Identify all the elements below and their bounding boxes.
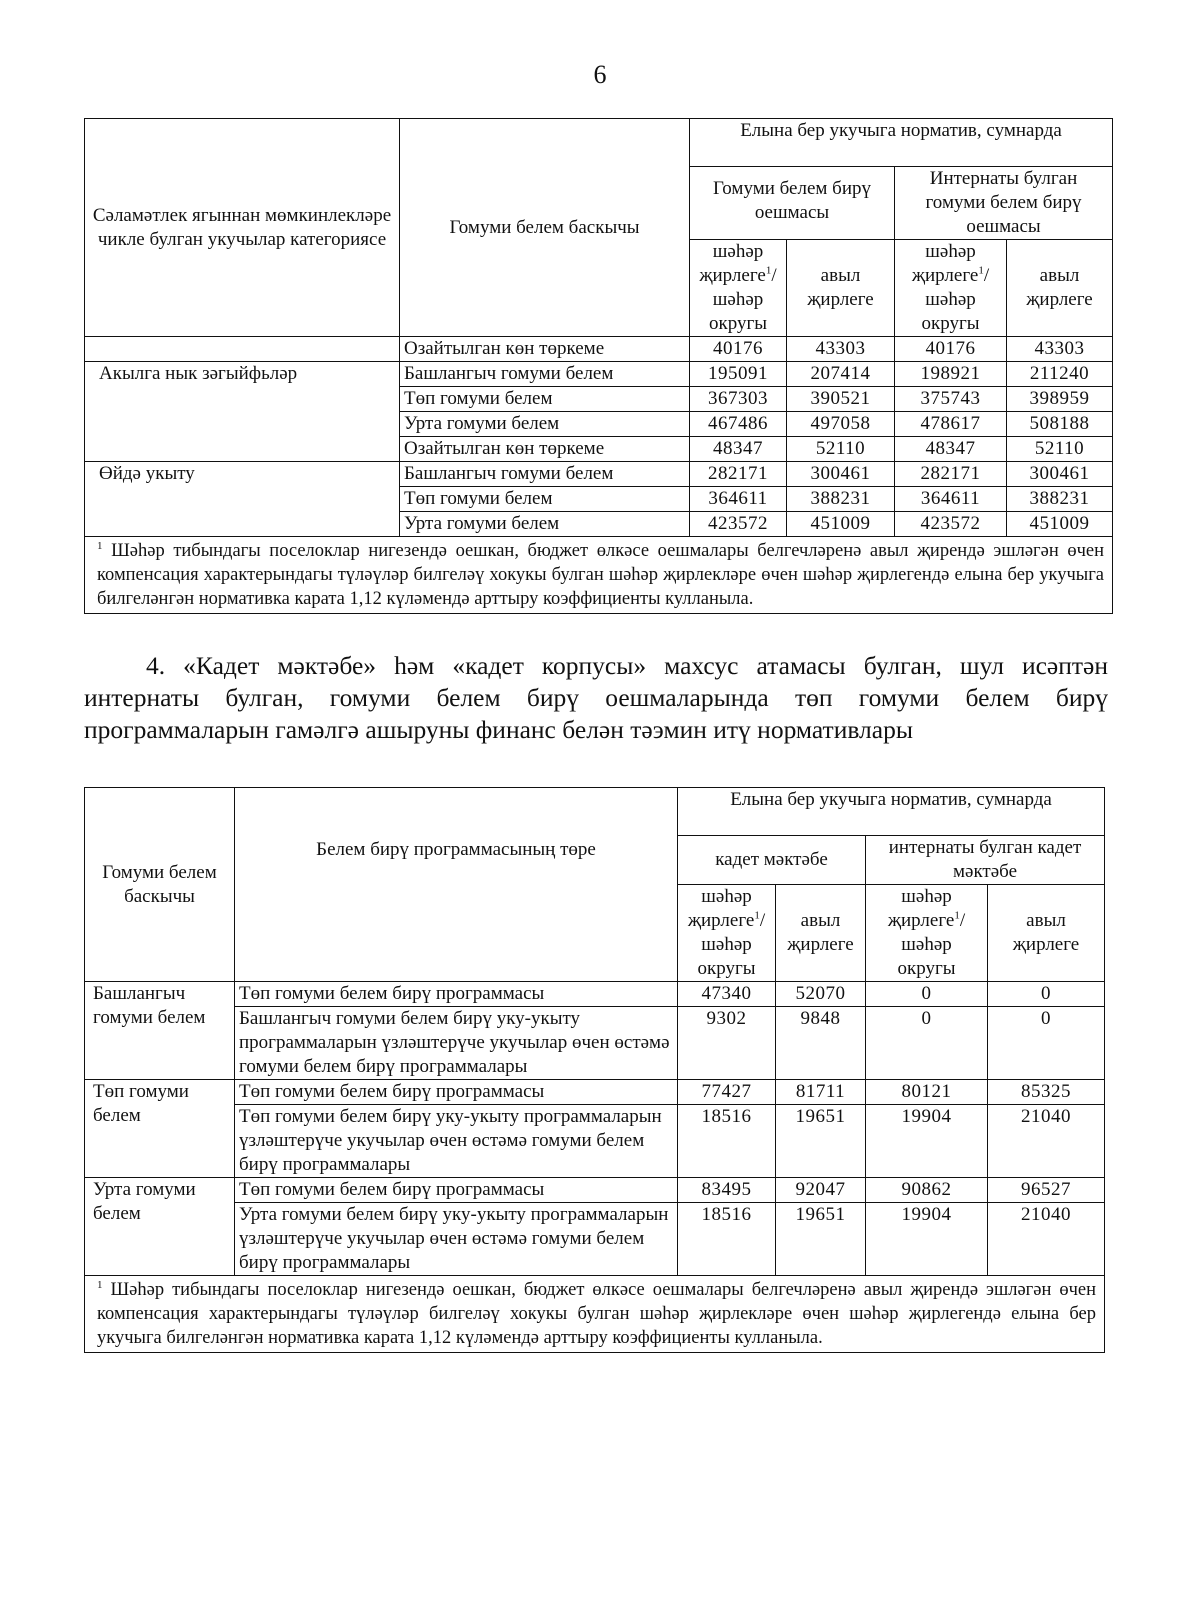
- level-cell: Төп гомуми белем: [400, 387, 690, 412]
- level-cell: Озайтылган көн төркеме: [400, 437, 690, 462]
- value-cell: 52070: [776, 982, 866, 1007]
- header-level: Гомуми белем баскычы: [85, 788, 235, 982]
- value-cell: 52110: [787, 437, 895, 462]
- value-cell: 96527: [988, 1178, 1105, 1203]
- value-cell: 300461: [787, 462, 895, 487]
- value-cell: 300461: [1007, 462, 1113, 487]
- value-cell: 398959: [1007, 387, 1113, 412]
- table-row: [85, 337, 1113, 362]
- table-row: [85, 1203, 1105, 1276]
- table-row: [85, 362, 1113, 387]
- value-cell: 21040: [988, 1203, 1105, 1276]
- program-cell: Башлангыч гомуми белем бирү уку-укыту программаларын үзләштерүче укучылар өчен өстәмә гомуми белем бирү программалары: [235, 1007, 678, 1080]
- value-cell: 478617: [895, 412, 1007, 437]
- value-cell: 9848: [776, 1007, 866, 1080]
- value-cell: 40176: [690, 337, 787, 362]
- value-cell: 52110: [1007, 437, 1113, 462]
- page-number: 6: [593, 60, 607, 89]
- value-cell: 388231: [787, 487, 895, 512]
- value-cell: 19904: [866, 1203, 988, 1276]
- program-cell: Төп гомуми белем бирү уку-укыту программаларын үзләштерүче укучылар өчен өстәмә гомуми белем бирү программалары: [235, 1105, 678, 1178]
- table-row: [85, 1080, 1105, 1105]
- header-general-org: Гомуми белем бирү оешмасы: [690, 167, 895, 240]
- value-cell: 48347: [690, 437, 787, 462]
- value-cell: 90862: [866, 1178, 988, 1203]
- header-rural-1: авыл җирлеге: [776, 885, 866, 982]
- value-cell: 390521: [787, 387, 895, 412]
- value-cell: 423572: [690, 512, 787, 537]
- value-cell: 19651: [776, 1105, 866, 1178]
- value-cell: 48347: [895, 437, 1007, 462]
- header-category: Сәламәтлек ягыннан мөмкинлекләре чикле булган укучылар категориясе: [85, 119, 400, 337]
- value-cell: 211240: [1007, 362, 1113, 387]
- footnote-1: $^1$ Шәһәр тибындагы поселоклар нигезендә оешкан, бюджет өлкәсе оешмалары белгечләренә авыл җирендә эшләгән өчен компенсация характерындагы түләүләр билгеләү хокукы булган шәһәр җирлекләре өчен шәһәр җирлегендә елына бер укучыга билгеләнгән нормативка карата 1,12 күләмендә арттыру коэффициенты кулланыла.: [85, 537, 1113, 614]
- header-rural-1: авыл җирлеге: [787, 240, 895, 337]
- value-cell: 0: [866, 982, 988, 1007]
- level-cell: Төп гомуми белем: [400, 487, 690, 512]
- value-cell: 21040: [988, 1105, 1105, 1178]
- section-heading-paragraph: 4. «Кадет мәктәбе» һәм «кадет корпусы» махсус атамасы булган, шул исәптән интернаты булган, гомуми белем бирү оешмаларында төп гомуми белем бирү программаларын гамәлгә ашыруны финанс белән тәэмин итү нормативлары: [84, 651, 1108, 744]
- value-cell: 85325: [988, 1080, 1105, 1105]
- value-cell: 467486: [690, 412, 787, 437]
- table-row: [85, 1105, 1105, 1178]
- value-cell: 92047: [776, 1178, 866, 1203]
- value-cell: 364611: [895, 487, 1007, 512]
- level-cell: Озайтылган көн төркеме: [400, 337, 690, 362]
- value-cell: 77427: [678, 1080, 776, 1105]
- program-cell: Төп гомуми белем бирү программасы: [235, 982, 678, 1007]
- value-cell: 375743: [895, 387, 1007, 412]
- value-cell: 81711: [776, 1080, 866, 1105]
- norms-table-disabled: [84, 118, 1113, 614]
- value-cell: 367303: [690, 387, 787, 412]
- header-program: Белем бирү программасының төре: [235, 788, 678, 982]
- value-cell: 207414: [787, 362, 895, 387]
- value-cell: 198921: [895, 362, 1007, 387]
- footnote-2: $^1$ Шәһәр тибындагы поселоклар нигезендә оешкан, бюджет өлкәсе оешмалары белгечләренә авыл җирендә эшләгән өчен компенсация характерындагы түләүләр билгеләү хокукы булган шәһәр җирлекләре өчен шәһәр җирлегендә елына бер укучыга билгеләнгән нормативка карата 1,12 күләмендә арттыру коэффициенты кулланыла.: [85, 1276, 1105, 1353]
- value-cell: 19651: [776, 1203, 866, 1276]
- value-cell: 18516: [678, 1203, 776, 1276]
- value-cell: 451009: [787, 512, 895, 537]
- level-cell: Урта гомуми белем: [400, 412, 690, 437]
- header-urban-2: шәһәр җирлеге$^1$/ шәһәр округы: [895, 240, 1007, 337]
- value-cell: 364611: [690, 487, 787, 512]
- header-norm: Елына бер укучыга норматив, сумнарда: [678, 788, 1105, 836]
- norms-table-cadet: [84, 787, 1105, 1353]
- value-cell: 43303: [1007, 337, 1113, 362]
- value-cell: 19904: [866, 1105, 988, 1178]
- value-cell: 43303: [787, 337, 895, 362]
- category-cell: [85, 337, 400, 362]
- category-cell: Акылга нык зәгыйфьләр: [85, 362, 400, 462]
- header-urban-1: шәһәр җирлеге$^1$/ шәһәр округы: [678, 885, 776, 982]
- header-urban-1: шәһәр җирлеге$^1$/ шәһәр округы: [690, 240, 787, 337]
- value-cell: 497058: [787, 412, 895, 437]
- header-boarding-cadet: интернаты булган кадет мәктәбе: [866, 836, 1105, 885]
- value-cell: 282171: [690, 462, 787, 487]
- level-cell: Урта гомуми белем: [85, 1178, 235, 1276]
- header-cadet: кадет мәктәбе: [678, 836, 866, 885]
- level-cell: Төп гомуми белем: [85, 1080, 235, 1178]
- value-cell: 9302: [678, 1007, 776, 1080]
- value-cell: 388231: [1007, 487, 1113, 512]
- header-boarding-org: Интернаты булган гомуми белем бирү оешмасы: [895, 167, 1113, 240]
- header-rural-2: авыл җирлеге: [988, 885, 1105, 982]
- header-urban-2: шәһәр җирлеге$^1$/ шәһәр округы: [866, 885, 988, 982]
- level-cell: Башлангыч гомуми белем: [400, 362, 690, 387]
- category-cell: Өйдә укыту: [85, 462, 400, 537]
- value-cell: 282171: [895, 462, 1007, 487]
- table-row: [85, 1178, 1105, 1203]
- program-cell: Төп гомуми белем бирү программасы: [235, 1080, 678, 1105]
- value-cell: 423572: [895, 512, 1007, 537]
- header-norm: Елына бер укучыга норматив, сумнарда: [690, 119, 1113, 167]
- value-cell: 47340: [678, 982, 776, 1007]
- program-cell: Төп гомуми белем бирү программасы: [235, 1178, 678, 1203]
- level-cell: Башлангыч гомуми белем: [400, 462, 690, 487]
- value-cell: 195091: [690, 362, 787, 387]
- value-cell: 508188: [1007, 412, 1113, 437]
- value-cell: 0: [988, 1007, 1105, 1080]
- table-row: [85, 982, 1105, 1007]
- value-cell: 40176: [895, 337, 1007, 362]
- value-cell: 0: [866, 1007, 988, 1080]
- level-cell: Башлангыч гомуми белем: [85, 982, 235, 1080]
- value-cell: 18516: [678, 1105, 776, 1178]
- header-rural-2: авыл җирлеге: [1007, 240, 1113, 337]
- table-row: [85, 1007, 1105, 1080]
- level-cell: Урта гомуми белем: [400, 512, 690, 537]
- value-cell: 451009: [1007, 512, 1113, 537]
- value-cell: 83495: [678, 1178, 776, 1203]
- header-level: Гомуми белем баскычы: [400, 119, 690, 337]
- table-row: [85, 462, 1113, 487]
- value-cell: 0: [988, 982, 1105, 1007]
- value-cell: 80121: [866, 1080, 988, 1105]
- program-cell: Урта гомуми белем бирү уку-укыту программаларын үзләштерүче укучылар өчен өстәмә гомуми белем бирү программалары: [235, 1203, 678, 1276]
